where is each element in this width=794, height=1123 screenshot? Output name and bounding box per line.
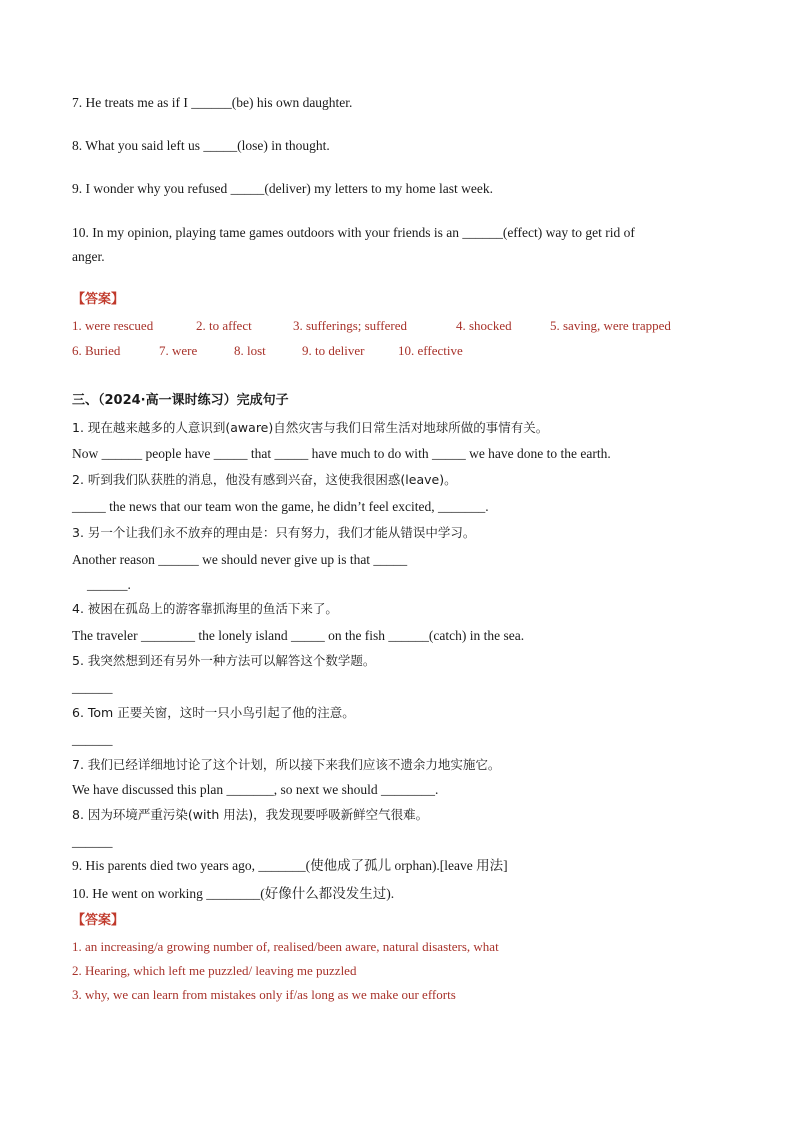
- answer-row-2: [0, 343, 794, 361]
- prompt-4-en: The traveler ________ the lonely island _____ on the fish ______(catch) in the sea.: [72, 628, 525, 643]
- prompt-8-blank: ______: [72, 834, 113, 849]
- prompt-9: 9. His parents died two years ago, _______(使他成了孤儿 orphan).[leave 用法]: [72, 858, 508, 873]
- question-10-line2: anger.: [72, 249, 105, 264]
- answer-item: 5. saving, were trapped: [550, 318, 671, 333]
- answer-item: 1. were rescued: [72, 318, 154, 333]
- prompt-1-en: Now ______ people have _____ that _____ have much to do with _____ we have done to the earth.: [72, 446, 611, 461]
- answer-item: 8. lost: [234, 343, 266, 358]
- answer-line-2: 2. Hearing, which left me puzzled/ leaving me puzzled: [72, 963, 357, 978]
- answer-line-3: 3. why, we can learn from mistakes only if/as long as we make our efforts: [72, 987, 456, 1002]
- answer-item: 9. to deliver: [302, 343, 365, 358]
- answer-item: 4. shocked: [456, 318, 512, 333]
- prompt-7-cn: 7. 我们已经详细地讨论了这个计划，所以接下来我们应该不遗余力地实施它。: [72, 757, 501, 772]
- question-7: 7. He treats me as if I ______(be) his own daughter.: [72, 95, 353, 110]
- question-8: 8. What you said left us _____(lose) in thought.: [72, 138, 330, 153]
- prompt-5-cn: 5. 我突然想到还有另外一种方法可以解答这个数学题。: [72, 653, 376, 668]
- prompt-4-cn: 4. 被困在孤岛上的游客靠抓海里的鱼活下来了。: [72, 601, 338, 616]
- prompt-2-cn: 2. 听到我们队获胜的消息，他没有感到兴奋，这使我很困惑(leave)。: [72, 472, 457, 487]
- prompt-3-en: Another reason ______ we should never give up is that _____: [72, 552, 408, 567]
- prompt-6-blank: ______: [72, 732, 113, 747]
- prompt-1-cn: 1. 现在越来越多的人意识到(aware)自然灾害与我们日常生活对地球所做的事情有关。: [72, 420, 549, 435]
- prompt-10: 10. He went on working ________(好像什么都没发生过).: [72, 886, 395, 901]
- prompt-3-cn: 3. 另一个让我们永不放弃的理由是：只有努力，我们才能从错误中学习。: [72, 525, 476, 540]
- prompt-7-en: We have discussed this plan _______, so next we should ________.: [72, 782, 439, 797]
- answer-item: 3. sufferings; suffered: [293, 318, 407, 333]
- question-10-line1: 10. In my opinion, playing tame games outdoors with your friends is an ______(effect) way to get rid of: [72, 225, 635, 240]
- answer-item: 2. to affect: [196, 318, 252, 333]
- answer-item: 10. effective: [398, 343, 463, 358]
- answer-item: 7. were: [159, 343, 198, 358]
- section-heading: 三、（2024·高一课时练习）完成句子: [72, 393, 289, 408]
- prompt-3-en-cont: ______.: [87, 577, 131, 592]
- answer-line-1: 1. an increasing/a growing number of, realised/been aware, natural disasters, what: [72, 939, 499, 954]
- answer-row-1: [0, 318, 794, 336]
- question-9: 9. I wonder why you refused _____(deliver) my letters to my home last week.: [72, 181, 494, 196]
- answer-label-2: 【答案】: [72, 913, 125, 928]
- prompt-2-en: _____ the news that our team won the game, he didn’t feel excited, _______.: [72, 499, 489, 514]
- answer-item: 6. Buried: [72, 343, 121, 358]
- prompt-8-cn: 8. 因为环境严重污染(with 用法)，我发现要呼吸新鲜空气很难。: [72, 807, 429, 822]
- prompt-6-cn: 6. Tom 正要关窗，这时一只小鸟引起了他的注意。: [72, 705, 355, 720]
- answer-label: 【答案】: [72, 292, 125, 307]
- prompt-5-blank: ______: [72, 680, 113, 695]
